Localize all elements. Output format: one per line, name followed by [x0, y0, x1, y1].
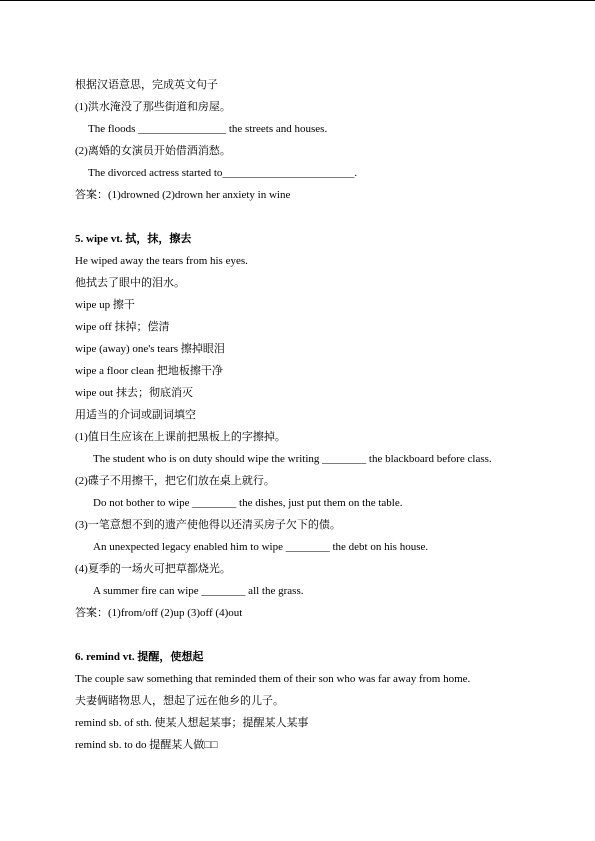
document-page — [75, 74, 545, 756]
phrase-item: wipe up 擦干 — [75, 299, 135, 311]
example-sentence-english: The couple saw something that reminded them of their son who was far away from home. — [75, 673, 471, 685]
question-1-chinese: (1)洪水淹没了那些街道和房屋。 — [75, 101, 231, 113]
answer-line: 答案：(1)drowned (2)drown her anxiety in wine — [75, 189, 291, 201]
answer-line: 答案：(1)from/off (2)up (3)off (4)out — [75, 607, 243, 619]
spacer — [75, 206, 545, 228]
exercise-instruction: 根据汉语意思，完成英文句子 — [75, 79, 218, 91]
section-5-heading: 5. wipe vt. 拭，抹，擦去 — [75, 233, 192, 245]
question-3-english: An unexpected legacy enabled him to wipe ________ the debt on his house. — [93, 541, 429, 553]
phrase-item: wipe off 抹掉；偿清 — [75, 321, 170, 333]
phrase-item: wipe (away) one's tears 擦掉眼泪 — [75, 343, 225, 355]
question-1-english: The student who is on duty should wipe the writing ________ the blackboard before class. — [93, 453, 492, 465]
question-2-chinese: (2)碟子不用擦干，把它们放在桌上就行。 — [75, 475, 275, 487]
question-1-english: The floods ________________ the streets and houses. — [88, 123, 328, 135]
question-2-english: Do not bother to wipe ________ the dishes, just put them on the table. — [93, 497, 403, 509]
question-4-chinese: (4)夏季的一场火可把草都烧光。 — [75, 563, 231, 575]
spacer — [75, 624, 545, 646]
phrase-item: wipe a floor clean 把地板擦干净 — [75, 365, 223, 377]
example-sentence-chinese: 他拭去了眼中的泪水。 — [75, 277, 185, 289]
phrase-item: wipe out 抹去；彻底消灭 — [75, 387, 193, 399]
question-2-chinese: (2)离婚的女演员开始借酒消愁。 — [75, 145, 231, 157]
question-4-english: A summer fire can wipe ________ all the grass. — [93, 585, 304, 597]
fill-in-instruction: 用适当的介词或副词填空 — [75, 409, 196, 421]
page-top-rule — [0, 0, 595, 1]
question-3-chinese: (3)一笔意想不到的遗产使他得以还清买房子欠下的债。 — [75, 519, 341, 531]
example-sentence-chinese: 夫妻俩睹物思人，想起了远在他乡的儿子。 — [75, 695, 284, 707]
phrase-item: remind sb. of sth. 使某人想起某事；提醒某人某事 — [75, 717, 309, 729]
phrase-item: remind sb. to do 提醒某人做□□ — [75, 739, 218, 751]
question-1-chinese: (1)值日生应该在上课前把黑板上的字擦掉。 — [75, 431, 286, 443]
example-sentence-english: He wiped away the tears from his eyes. — [75, 255, 248, 267]
section-6-heading: 6. remind vt. 提醒，使想起 — [75, 651, 204, 663]
question-2-english: The divorced actress started to________________________. — [88, 167, 358, 179]
